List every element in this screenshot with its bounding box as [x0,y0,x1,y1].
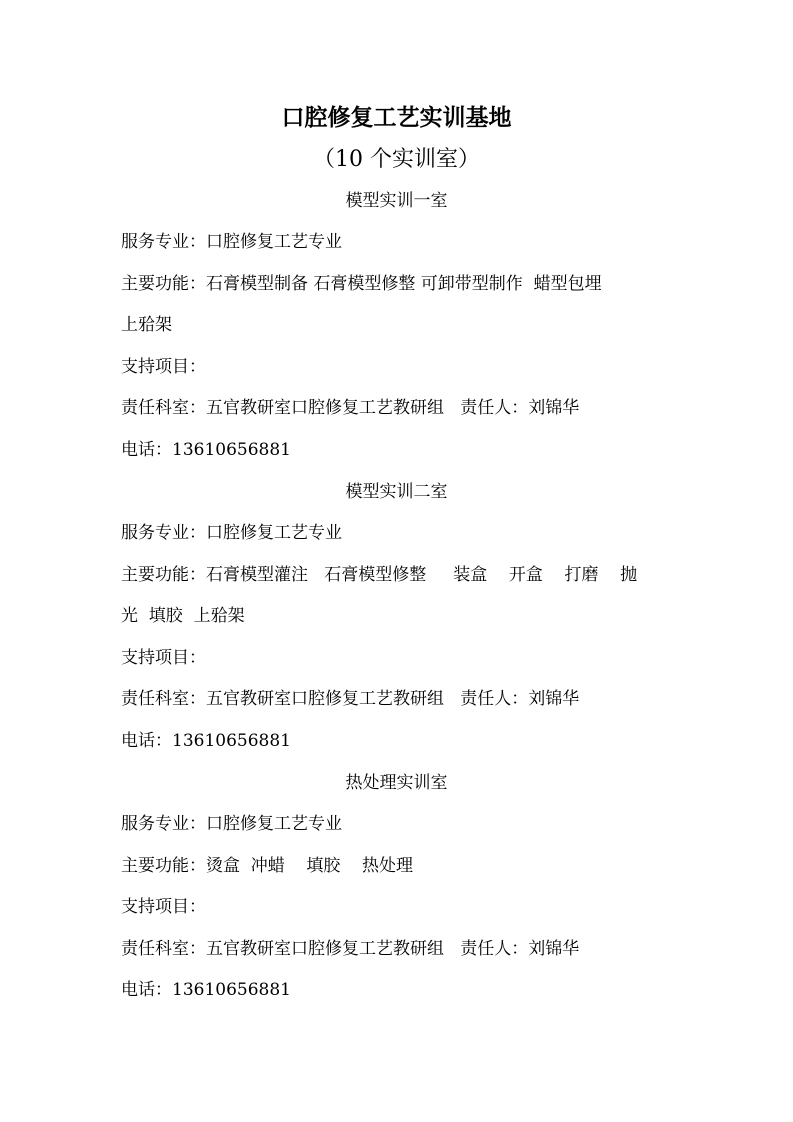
phone-line: 电话：13610656881 [121,440,291,460]
room-title: 热处理实训室 [345,773,448,793]
document-title: 口腔修复工艺实训基地 [281,104,512,131]
service-line: 服务专业：口腔修复工艺专业 [121,814,342,834]
responsible-line: 责任科室：五官教研室口腔修复工艺教研组 责任人：刘锦华 [121,689,580,709]
phone-line: 电话：13610656881 [121,731,291,751]
responsible-line: 责任科室：五官教研室口腔修复工艺教研组 责任人：刘锦华 [121,398,580,418]
document-subtitle: （10 个实训室） [313,147,480,172]
room-title: 模型实训二室 [345,482,448,502]
functions-line: 主要功能：烫盒 冲蜡 填胶 热处理 [121,856,414,876]
responsible-line: 责任科室：五官教研室口腔修复工艺教研组 责任人：刘锦华 [121,939,580,959]
functions-line-continued: 上𬌗架 [121,315,172,335]
service-line: 服务专业：口腔修复工艺专业 [121,523,342,543]
functions-line-continued: 光 填胶 上𬌗架 [121,606,245,626]
phone-line: 电话：13610656881 [121,980,291,1000]
room-title: 模型实训一室 [345,191,448,211]
support-line: 支持项目： [121,897,206,917]
support-line: 支持项目： [121,357,206,377]
support-line: 支持项目： [121,648,206,668]
service-line: 服务专业：口腔修复工艺专业 [121,232,342,252]
functions-line: 主要功能：石膏模型制备 石膏模型修整 可卸带型制作 蜡型包埋 [121,274,602,294]
functions-line: 主要功能：石膏模型灌注 石膏模型修整 装盒 开盒 打磨 抛 [121,565,638,585]
